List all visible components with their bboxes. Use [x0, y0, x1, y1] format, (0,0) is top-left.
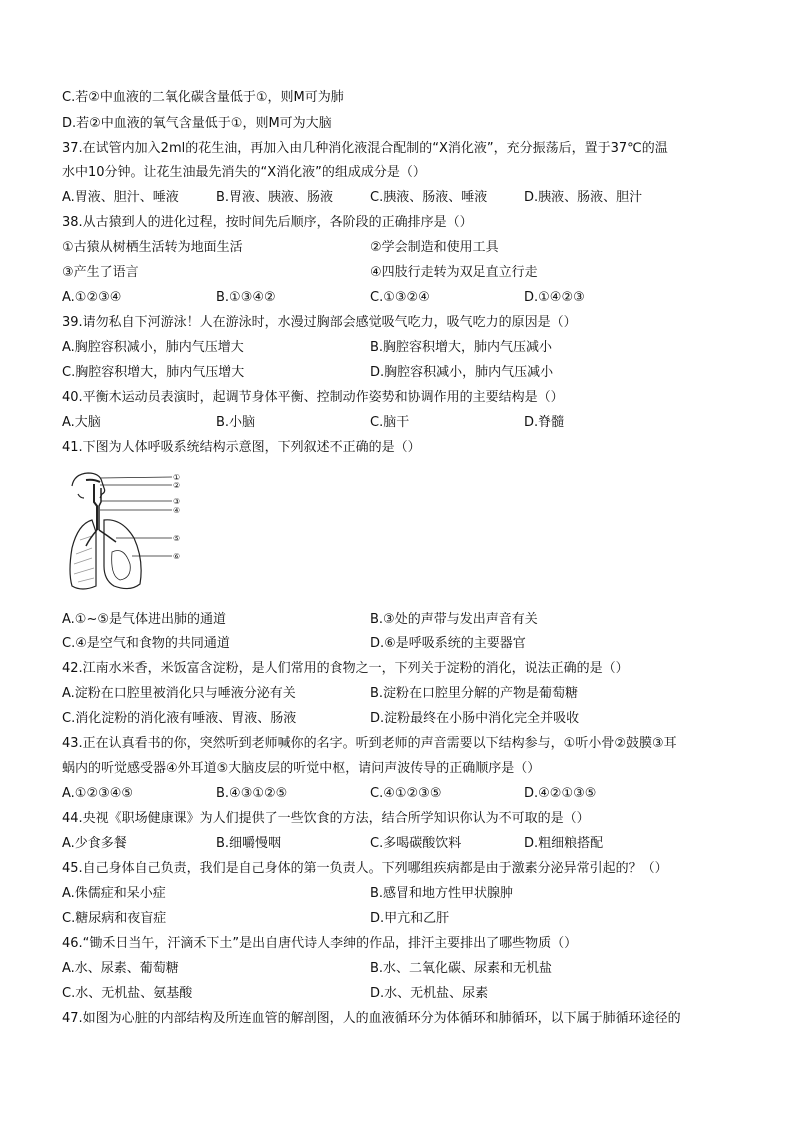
- q42-option-a: A.淀粉在口腔里被消化只与唾液分泌有关: [62, 686, 296, 701]
- q44-option-d: D.粗细粮搭配: [524, 836, 604, 851]
- q38-items-row2: [62, 261, 742, 285]
- q40-option-b: B.小脑: [216, 415, 256, 430]
- q44-option-a: A.少食多餐: [62, 836, 127, 851]
- q46-stem: 46.“锄禾日当午，汗滴禾下土”是出自唐代诗人李绅的作品，排汗主要排出了哪些物质（）: [62, 936, 578, 951]
- q37-stem-line1: 37.在试管内加入2ml的花生油，再加入由几种消化液混合配制的“X消化液”，充分振荡后，置于37℃的温: [62, 141, 668, 156]
- figure-label-3: ③: [173, 497, 181, 506]
- q45-option-b: B.感冒和地方性甲状腺肿: [370, 886, 514, 901]
- q36-option-c: C.若②中血液的二氧化碳含量低于①，则M可为肺: [62, 90, 344, 105]
- q41-stem: 41.下图为人体呼吸系统结构示意图，下列叙述不正确的是（）: [62, 440, 421, 455]
- q40-stem: 40.平衡木运动员表演时，起调节身体平衡、控制动作姿势和协调作用的主要结构是（）: [62, 390, 564, 405]
- q37-option-b: B.胃液、胰液、肠液: [216, 190, 334, 205]
- figure-label-5: ⑤: [173, 534, 181, 543]
- right-lung: [104, 520, 141, 589]
- q41-option-a: A.①~⑤是气体进出肺的通道: [62, 612, 226, 627]
- q41-option-c: C.④是空气和食物的共同通道: [62, 636, 230, 651]
- q39-option-d: D.胸腔容积减小，肺内气压减小: [370, 365, 554, 380]
- figure-label-2: ②: [173, 481, 181, 490]
- q36-option-d: D.若②中血液的氧气含量低于①，则M可为大脑: [62, 116, 332, 131]
- q37-option-a: A.胃液、胆汁、唾液: [62, 190, 179, 205]
- head-outline: [72, 473, 105, 498]
- q46-options-row2: [62, 982, 742, 1006]
- q38-option-d: D.①④②③: [524, 290, 585, 305]
- q44-stem: 44.央视《职场健康课》为人们提供了一些饮食的方法，结合所学知识你认为不可取的是（）: [62, 811, 590, 826]
- q38-stem: 38.从古猿到人的进化过程，按时间先后顺序，各阶段的正确排序是（）: [62, 215, 473, 230]
- q43-stem-line1: 43.正在认真看书的你，突然听到老师喊你的名字。听到老师的声音需要以下结构参与，①听小骨②鼓膜③耳: [62, 736, 677, 751]
- q43-option-d: D.④②①③⑤: [524, 786, 597, 801]
- q37-option-c: C.胰液、肠液、唾液: [370, 190, 488, 205]
- q40-option-c: C.脑干: [370, 415, 410, 430]
- trachea: [94, 484, 97, 530]
- q45-option-a: A.侏儒症和呆小症: [62, 886, 166, 901]
- q43-option-c: C.④①②③⑤: [370, 786, 442, 801]
- q41-options-row1: [62, 608, 742, 632]
- q38-option-b: B.①③④②: [216, 290, 276, 305]
- q38-option-a: A.①②③④: [62, 290, 122, 305]
- q45-options-row2: [62, 907, 742, 931]
- nasal-cavity: [86, 480, 100, 482]
- leader-line-1: [100, 477, 172, 478]
- q38-item-4: ④四肢行走转为双足直立行走: [370, 265, 538, 280]
- q43-option-a: A.①②③④⑤: [62, 786, 134, 801]
- q38-option-c: C.①③②④: [370, 290, 430, 305]
- q46-option-a: A.水、尿素、葡萄糖: [62, 961, 179, 976]
- q42-options-row1: [62, 682, 742, 706]
- q39-option-c: C.胸腔容积增大，肺内气压增大: [62, 365, 245, 380]
- q42-options-row2: [62, 707, 742, 731]
- q39-options-row2: [62, 361, 742, 385]
- q45-stem: 45.自己身体自己负责，我们是自己身体的第一负责人。下列哪组疾病都是由于激素分泌异常引起的？（）: [62, 861, 668, 876]
- q45-option-c: C.糖尿病和夜盲症: [62, 911, 167, 926]
- q37-stem-line2: 水中10分钟。让花生油最先消失的“X消化液”的组成成分是（）: [62, 165, 426, 180]
- q43-option-b: B.④③①②⑤: [216, 786, 288, 801]
- q40-option-d: D.脊髓: [524, 415, 565, 430]
- right-bronchus: [99, 530, 116, 542]
- q38-item-3: ③产生了语言: [62, 265, 139, 280]
- q43-stem-line2: 蜗内的听觉感受器④外耳道⑤大脑皮层的听觉中枢，请问声波传导的正确顺序是（）: [62, 761, 541, 776]
- figure-label-4: ④: [173, 506, 181, 515]
- q41-options-row2: [62, 632, 742, 656]
- q42-option-d: D.淀粉最终在小肠中消化完全并吸收: [370, 711, 580, 726]
- q39-stem: 39.请勿私自下河游泳！人在游泳时，水漫过胸部会感觉吸气吃力，吸气吃力的原因是（）: [62, 315, 577, 330]
- q41-option-b: B.③处的声带与发出声音有关: [370, 612, 538, 627]
- q46-option-d: D.水、无机盐、尿素: [370, 986, 489, 1001]
- q44-option-b: B.细嚼慢咽: [216, 836, 282, 851]
- q46-options-row1: [62, 957, 742, 981]
- q47-stem: 47.如图为心脏的内部结构及所连血管的解剖图，人的血液循环分为体循环和肺循环，以下属于肺循环途径的: [62, 1011, 681, 1026]
- q38-items-row1: [62, 236, 742, 260]
- q46-option-b: B.水、二氧化碳、尿素和无机盐: [370, 961, 553, 976]
- q41-option-d: D.⑥是呼吸系统的主要器官: [370, 636, 526, 651]
- q39-option-a: A.胸腔容积减小，肺内气压增大: [62, 340, 244, 355]
- q40-option-a: A.大脑: [62, 415, 101, 430]
- q42-stem: 42.江南水米香，米饭富含淀粉，是人们常用的食物之一，下列关于淀粉的消化，说法正确的是（）: [62, 661, 629, 676]
- q46-option-c: C.水、无机盐、氨基酸: [62, 986, 193, 1001]
- q42-option-c: C.消化淀粉的消化液有唾液、胃液、肠液: [62, 711, 297, 726]
- figure-label-6: ⑥: [173, 552, 181, 561]
- q44-option-c: C.多喝碳酸饮料: [370, 836, 462, 851]
- figure-label-1: ①: [173, 473, 181, 482]
- q38-item-1: ①古猿从树栖生活转为地面生活: [62, 240, 243, 255]
- q42-option-b: B.淀粉在口腔里分解的产物是葡萄糖: [370, 686, 579, 701]
- q37-option-d: D.胰液、肠液、胆汁: [524, 190, 643, 205]
- respiratory-system-diagram: [64, 468, 194, 598]
- left-bronchus: [86, 530, 97, 546]
- q39-options-row1: [62, 336, 742, 360]
- q39-option-b: B.胸腔容积增大，肺内气压减小: [370, 340, 553, 355]
- q45-option-d: D.甲亢和乙肝: [370, 911, 450, 926]
- q45-options-row1: [62, 882, 742, 906]
- q38-item-2: ②学会制造和使用工具: [370, 240, 499, 255]
